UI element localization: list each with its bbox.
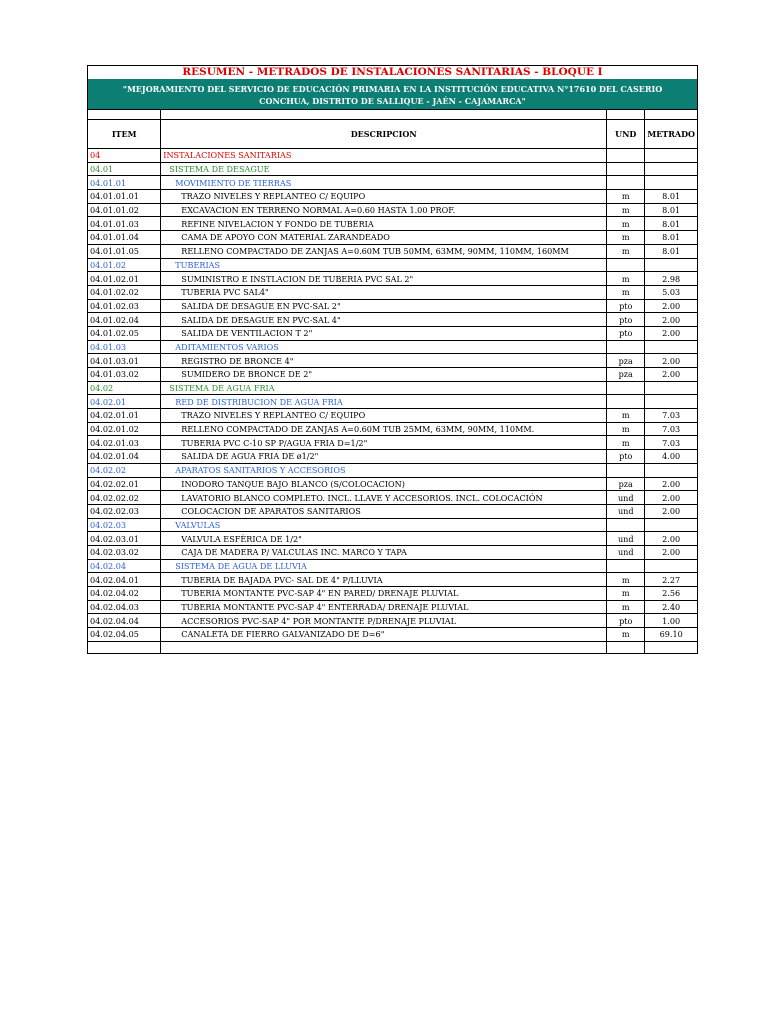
description-cell: TUBERIAS bbox=[161, 258, 607, 272]
description-cell: SALIDA DE DESAGUE EN PVC-SAL 2" bbox=[161, 299, 607, 313]
metrado-cell: 2.00 bbox=[645, 504, 698, 518]
item-cell: 04.02.04 bbox=[88, 559, 161, 573]
table-row bbox=[88, 422, 698, 436]
description-cell: SALIDA DE AGUA FRIA DE ø1/2" bbox=[161, 450, 607, 464]
metrado-cell bbox=[645, 162, 698, 176]
unit-cell: und bbox=[607, 491, 645, 505]
spacer-row bbox=[88, 110, 698, 120]
metrado-cell: 2.00 bbox=[645, 354, 698, 368]
item-cell: 04.01.02.01 bbox=[88, 272, 161, 286]
item-cell: 04.02.01.02 bbox=[88, 422, 161, 436]
header-item: ITEM bbox=[88, 120, 161, 149]
metrado-cell: 8.01 bbox=[645, 190, 698, 204]
metrado-cell: 2.00 bbox=[645, 368, 698, 382]
metrado-cell: 1.00 bbox=[645, 614, 698, 628]
metrado-cell: 2.00 bbox=[645, 532, 698, 546]
metrado-cell: 4.00 bbox=[645, 450, 698, 464]
metrado-cell: 5.03 bbox=[645, 285, 698, 299]
unit-cell: m bbox=[607, 217, 645, 231]
unit-cell bbox=[607, 518, 645, 532]
metrado-cell: 8.01 bbox=[645, 217, 698, 231]
table-row bbox=[88, 587, 698, 601]
table-row bbox=[88, 354, 698, 368]
table-row bbox=[88, 299, 698, 313]
description-cell: APARATOS SANITARIOS Y ACCESORIOS bbox=[161, 463, 607, 477]
metrado-cell: 2.00 bbox=[645, 313, 698, 327]
table-row bbox=[88, 203, 698, 217]
table-row bbox=[88, 326, 698, 340]
item-cell: 04.01.02 bbox=[88, 258, 161, 272]
metrado-cell: 7.03 bbox=[645, 436, 698, 450]
description-cell: SISTEMA DE AGUA DE LLUVIA bbox=[161, 559, 607, 573]
unit-cell bbox=[607, 149, 645, 163]
metrado-cell bbox=[645, 395, 698, 409]
table-row bbox=[88, 477, 698, 491]
description-cell: ADITAMIENTOS VARIOS bbox=[161, 340, 607, 354]
description-cell: SALIDA DE VENTILACION T 2" bbox=[161, 326, 607, 340]
metrado-cell bbox=[645, 559, 698, 573]
description-cell: TRAZO NIVELES Y REPLANTEO C/ EQUIPO bbox=[161, 190, 607, 204]
item-cell: 04.01.01.05 bbox=[88, 244, 161, 258]
item-cell: 04.01.03 bbox=[88, 340, 161, 354]
unit-cell bbox=[607, 258, 645, 272]
item-cell: 04.02.04.04 bbox=[88, 614, 161, 628]
table-row bbox=[88, 463, 698, 477]
project-line-1: "MEJORAMIENTO DEL SERVICIO DE EDUCACIÓN PRIMARIA EN LA INSTITUCIÓN EDUCATIVA N°17610 DEL CASERIO bbox=[122, 84, 663, 94]
unit-cell: und bbox=[607, 545, 645, 559]
unit-cell: m bbox=[607, 422, 645, 436]
table-row bbox=[88, 258, 698, 272]
unit-cell bbox=[607, 162, 645, 176]
metrado-cell: 2.00 bbox=[645, 326, 698, 340]
table-row bbox=[88, 545, 698, 559]
description-cell: SISTEMA DE AGUA FRIA bbox=[161, 381, 607, 395]
table-row bbox=[88, 149, 698, 163]
metrado-cell: 2.56 bbox=[645, 587, 698, 601]
unit-cell: pto bbox=[607, 299, 645, 313]
unit-cell bbox=[607, 176, 645, 190]
header-und: UND bbox=[607, 120, 645, 149]
header-description: DESCRIPCION bbox=[161, 120, 607, 149]
metrado-cell bbox=[645, 258, 698, 272]
item-cell: 04 bbox=[88, 149, 161, 163]
header-row bbox=[88, 120, 698, 149]
item-cell: 04.01.02.02 bbox=[88, 285, 161, 299]
metrados-table bbox=[87, 109, 698, 654]
description-cell: TUBERIA PVC C-10 SP P/AGUA FRIA D=1/2" bbox=[161, 436, 607, 450]
unit-cell bbox=[607, 559, 645, 573]
item-cell: 04.01.01.04 bbox=[88, 231, 161, 245]
metrado-cell: 2.00 bbox=[645, 477, 698, 491]
description-cell: MOVIMIENTO DE TIERRAS bbox=[161, 176, 607, 190]
metrado-cell: 8.01 bbox=[645, 231, 698, 245]
metrado-cell bbox=[645, 176, 698, 190]
item-cell: 04.02 bbox=[88, 381, 161, 395]
unit-cell: pza bbox=[607, 354, 645, 368]
description-cell: SUMIDERO DE BRONCE DE 2" bbox=[161, 368, 607, 382]
project-banner bbox=[87, 79, 698, 109]
metrado-cell bbox=[645, 518, 698, 532]
item-cell: 04.01.02.03 bbox=[88, 299, 161, 313]
description-cell: CAJA DE MADERA P/ VALCULAS INC. MARCO Y TAPA bbox=[161, 545, 607, 559]
description-cell: SALIDA DE DESAGUE EN PVC-SAL 4" bbox=[161, 313, 607, 327]
metrado-cell bbox=[645, 340, 698, 354]
header-metrado: METRADO bbox=[645, 120, 698, 149]
metrado-cell: 2.00 bbox=[645, 491, 698, 505]
item-cell: 04.02.02.02 bbox=[88, 491, 161, 505]
table-row bbox=[88, 600, 698, 614]
description-cell: TUBERIA PVC SAL4" bbox=[161, 285, 607, 299]
metrado-cell: 8.01 bbox=[645, 244, 698, 258]
item-cell: 04.01.02.04 bbox=[88, 313, 161, 327]
table-row bbox=[88, 217, 698, 231]
description-cell: VALVULA ESFÈRICA DE 1/2" bbox=[161, 532, 607, 546]
table-row bbox=[88, 409, 698, 423]
table-row bbox=[88, 559, 698, 573]
unit-cell: und bbox=[607, 532, 645, 546]
unit-cell: und bbox=[607, 504, 645, 518]
item-cell: 04.02.03 bbox=[88, 518, 161, 532]
metrado-cell bbox=[645, 149, 698, 163]
description-cell: TUBERIA MONTANTE PVC-SAP 4" EN PARED/ DRENAJE PLUVIAL bbox=[161, 587, 607, 601]
table-row bbox=[88, 368, 698, 382]
metrado-cell: 69.10 bbox=[645, 628, 698, 642]
description-cell: LAVATORIO BLANCO COMPLETO. INCL. LLAVE Y ACCESORIOS. INCL. COLOCACIÓN bbox=[161, 491, 607, 505]
item-cell: 04.02.04.02 bbox=[88, 587, 161, 601]
item-cell: 04.02.03.02 bbox=[88, 545, 161, 559]
metrado-cell: 2.40 bbox=[645, 600, 698, 614]
item-cell: 04.01.02.05 bbox=[88, 326, 161, 340]
description-cell: RELLENO COMPACTADO DE ZANJAS A=0.60M TUB 50MM, 63MM, 90MM, 110MM, 160MM bbox=[161, 244, 607, 258]
empty-row bbox=[88, 641, 698, 653]
item-cell: 04.02.01 bbox=[88, 395, 161, 409]
unit-cell: m bbox=[607, 272, 645, 286]
description-cell: REFINE NIVELACION Y FONDO DE TUBERIA bbox=[161, 217, 607, 231]
description-cell: SISTEMA DE DESAGUE bbox=[161, 162, 607, 176]
description-cell: COLOCACION DE APARATOS SANITARIOS bbox=[161, 504, 607, 518]
table-row bbox=[88, 285, 698, 299]
unit-cell: m bbox=[607, 285, 645, 299]
unit-cell: pto bbox=[607, 326, 645, 340]
description-cell: RELLENO COMPACTADO DE ZANJAS A=0.60M TUB 25MM, 63MM, 90MM, 110MM. bbox=[161, 422, 607, 436]
description-cell: INODORO TANQUE BAJO BLANCO (S/COLOCACION) bbox=[161, 477, 607, 491]
item-cell: 04.01 bbox=[88, 162, 161, 176]
description-cell: CANALETA DE FIERRO GALVANIZADO DE D=6" bbox=[161, 628, 607, 642]
table-row bbox=[88, 436, 698, 450]
table-row bbox=[88, 244, 698, 258]
metrado-cell: 2.98 bbox=[645, 272, 698, 286]
item-cell: 04.02.04.01 bbox=[88, 573, 161, 587]
table-row bbox=[88, 614, 698, 628]
unit-cell: m bbox=[607, 587, 645, 601]
unit-cell: m bbox=[607, 203, 645, 217]
metrado-cell: 2.00 bbox=[645, 299, 698, 313]
unit-cell: m bbox=[607, 573, 645, 587]
item-cell: 04.02.04.05 bbox=[88, 628, 161, 642]
unit-cell: m bbox=[607, 190, 645, 204]
unit-cell: pto bbox=[607, 614, 645, 628]
description-cell: TUBERIA MONTANTE PVC-SAP 4" ENTERRADA/ DRENAJE PLUVIAL bbox=[161, 600, 607, 614]
table-row bbox=[88, 176, 698, 190]
description-cell: TUBERIA DE BAJADA PVC- SAL DE 4" P/LLUVIA bbox=[161, 573, 607, 587]
description-cell: EXCAVACION EN TERRENO NORMAL A=0.60 HASTA 1.00 PROF. bbox=[161, 203, 607, 217]
table-row bbox=[88, 231, 698, 245]
unit-cell bbox=[607, 381, 645, 395]
unit-cell: m bbox=[607, 231, 645, 245]
table-row bbox=[88, 450, 698, 464]
metrado-cell: 7.03 bbox=[645, 422, 698, 436]
item-cell: 04.01.03.02 bbox=[88, 368, 161, 382]
unit-cell: pza bbox=[607, 477, 645, 491]
metrado-cell bbox=[645, 463, 698, 477]
unit-cell: m bbox=[607, 600, 645, 614]
item-cell: 04.02.01.01 bbox=[88, 409, 161, 423]
unit-cell bbox=[607, 463, 645, 477]
unit-cell: m bbox=[607, 628, 645, 642]
table-row bbox=[88, 381, 698, 395]
item-cell: 04.01.01.02 bbox=[88, 203, 161, 217]
item-cell: 04.02.02.01 bbox=[88, 477, 161, 491]
metrado-cell: 2.27 bbox=[645, 573, 698, 587]
unit-cell: m bbox=[607, 409, 645, 423]
metrado-cell: 2.00 bbox=[645, 545, 698, 559]
table-row bbox=[88, 340, 698, 354]
unit-cell: m bbox=[607, 436, 645, 450]
unit-cell bbox=[607, 395, 645, 409]
description-cell: RED DE DISTRIBUCION DE AGUA FRIA bbox=[161, 395, 607, 409]
item-cell: 04.02.02.03 bbox=[88, 504, 161, 518]
project-line-2: CONCHUA, DISTRITO DE SALLIQUE - JAÉN - CAJAMARCA" bbox=[259, 96, 526, 106]
table-row bbox=[88, 573, 698, 587]
table-row bbox=[88, 504, 698, 518]
table-row bbox=[88, 162, 698, 176]
table-row bbox=[88, 272, 698, 286]
spreadsheet bbox=[87, 65, 698, 654]
table-row bbox=[88, 532, 698, 546]
item-cell: 04.01.03.01 bbox=[88, 354, 161, 368]
description-cell: CAMA DE APOYO CON MATERIAL ZARANDEADO bbox=[161, 231, 607, 245]
description-cell: TRAZO NIVELES Y REPLANTEO C/ EQUIPO bbox=[161, 409, 607, 423]
description-cell: SUMINISTRO E INSTLACION DE TUBERIA PVC SAL 2" bbox=[161, 272, 607, 286]
description-cell: INSTALACIONES SANITARIAS bbox=[161, 149, 607, 163]
unit-cell: pza bbox=[607, 368, 645, 382]
sheet-title: RESUMEN - METRADOS DE INSTALACIONES SANITARIAS - BLOQUE I bbox=[87, 65, 698, 79]
unit-cell: pto bbox=[607, 450, 645, 464]
item-cell: 04.02.02 bbox=[88, 463, 161, 477]
metrado-cell bbox=[645, 381, 698, 395]
description-cell: VALVULAS bbox=[161, 518, 607, 532]
item-cell: 04.01.01 bbox=[88, 176, 161, 190]
metrado-cell: 7.03 bbox=[645, 409, 698, 423]
item-cell: 04.01.01.01 bbox=[88, 190, 161, 204]
table-row bbox=[88, 190, 698, 204]
table-row bbox=[88, 518, 698, 532]
table-row bbox=[88, 491, 698, 505]
unit-cell: m bbox=[607, 244, 645, 258]
item-cell: 04.02.03.01 bbox=[88, 532, 161, 546]
item-cell: 04.01.01.03 bbox=[88, 217, 161, 231]
table-row bbox=[88, 628, 698, 642]
item-cell: 04.02.01.03 bbox=[88, 436, 161, 450]
description-cell: ACCESORIOS PVC-SAP 4" POR MONTANTE P/DRENAJE PLUVIAL bbox=[161, 614, 607, 628]
unit-cell: pto bbox=[607, 313, 645, 327]
table-row bbox=[88, 313, 698, 327]
item-cell: 04.02.04.03 bbox=[88, 600, 161, 614]
metrado-cell: 8.01 bbox=[645, 203, 698, 217]
table-row bbox=[88, 395, 698, 409]
description-cell: REGISTRO DE BRONCE 4" bbox=[161, 354, 607, 368]
item-cell: 04.02.01.04 bbox=[88, 450, 161, 464]
unit-cell bbox=[607, 340, 645, 354]
